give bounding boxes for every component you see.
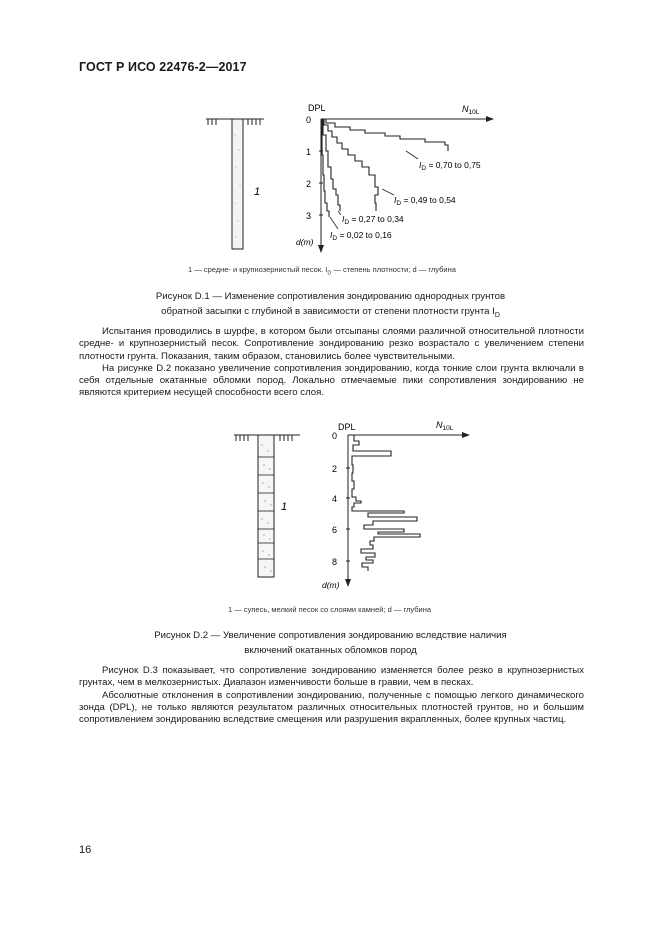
figure1-legend: 1 — средне- и крупнозернистый песок. $I_D$ — степень плотности; d — глубина (188, 265, 456, 277)
curve-002 (321, 119, 329, 217)
curve-027 (321, 119, 340, 211)
svg-text:ID = 0,49 to 0,54: $I_D = 0,49$ to 0,54 (394, 195, 456, 207)
layer-number: 1 (281, 501, 288, 513)
figure-d2 (228, 415, 478, 595)
axis-right-label: $N_{10L}$ (436, 420, 454, 432)
page-number: 16 (79, 844, 92, 856)
axis-top-label: DPL (308, 103, 326, 113)
svg-text:ID = 0,27 to 0,34: $I_D = 0,27$ to 0,34 (342, 214, 404, 226)
depth-axis-label: d(m) (322, 580, 340, 590)
layer-number: 1 (254, 186, 261, 198)
document-header: ГОСТ Р ИСО 22476-2—2017 (79, 60, 247, 74)
curve-labels (330, 160, 481, 242)
depth-axis-label: d(m) (296, 237, 314, 247)
resistance-curve (348, 435, 420, 571)
figure-d1 (190, 95, 510, 260)
svg-text:ID = 0,70 to 0,75: $I_D = 0,70$ to 0,75 (419, 160, 481, 172)
svg-text:0: 0 (306, 115, 312, 125)
svg-text:1: 1 (306, 147, 312, 157)
svg-text:0: 0 (332, 431, 338, 441)
axis-right-label: $N_{10L}$ (462, 104, 480, 116)
svg-text:3: 3 (306, 211, 312, 221)
soil-column (232, 119, 243, 249)
curve-070 (321, 119, 448, 151)
svg-text:6: 6 (332, 525, 338, 535)
svg-text:2: 2 (332, 464, 338, 474)
svg-text:4: 4 (332, 494, 338, 504)
svg-text:8: 8 (332, 557, 338, 567)
svg-text:2: 2 (306, 179, 312, 189)
figure2-caption: Рисунок D.2 — Увеличение сопротивления зондированию вследствие наличия включений окатанных обломков пород (154, 630, 507, 656)
figure1-caption: Рисунок D.1 — Изменение сопротивления зондированию однородных грунтов обратной засыпки с глубиной в зависимости от степени плотности грунта $I_D$ (155, 291, 506, 319)
body-paragraphs-1: Испытания проводились в шурфе, в котором были отсыпаны слоями различной относительной плотности средне- и крупнозернистый песок. Сопротивление зондированию резко возрастало с увеличением степени плотности грунта. Показания, таким образом, становились более чувствительными. На рисунке D.2 показано увеличение сопротивления зондированию, когда тонкие слои грунта включали в себя отдельные окатанные обломки пород. Локально отмечаемые пики сопротивления зондированию не являются критерием несущей способности всего слоя. (79, 326, 584, 399)
body-paragraphs-2: Рисунок D.3 показывает, что сопротивление зондированию изменяется более резко в крупнозернистых грунтах, чем в мелкозернистых. Диапазон изменчивости больше в гравии, чем в песках. Абсолютные отклонения в сопротивлении зондированию, полученные с помощью легкого динамического зонда (DPL), не только являются результатом различных относительных плотностей грунтов, но и большим сопротивлением зондированию вследствие смещения или разрушения вкрапленных, более крупных частиц. (79, 665, 584, 726)
figure2-legend: 1 — супесь, мелкий песок со слоями камней; d — глубина (228, 605, 432, 614)
svg-text:ID = 0,02 to 0,16: $I_D = 0,02$ to 0,16 (330, 230, 392, 242)
soil-column (258, 435, 274, 577)
depth-ticks (332, 431, 350, 567)
depth-ticks (306, 115, 323, 221)
axis-top-label: DPL (338, 422, 356, 432)
